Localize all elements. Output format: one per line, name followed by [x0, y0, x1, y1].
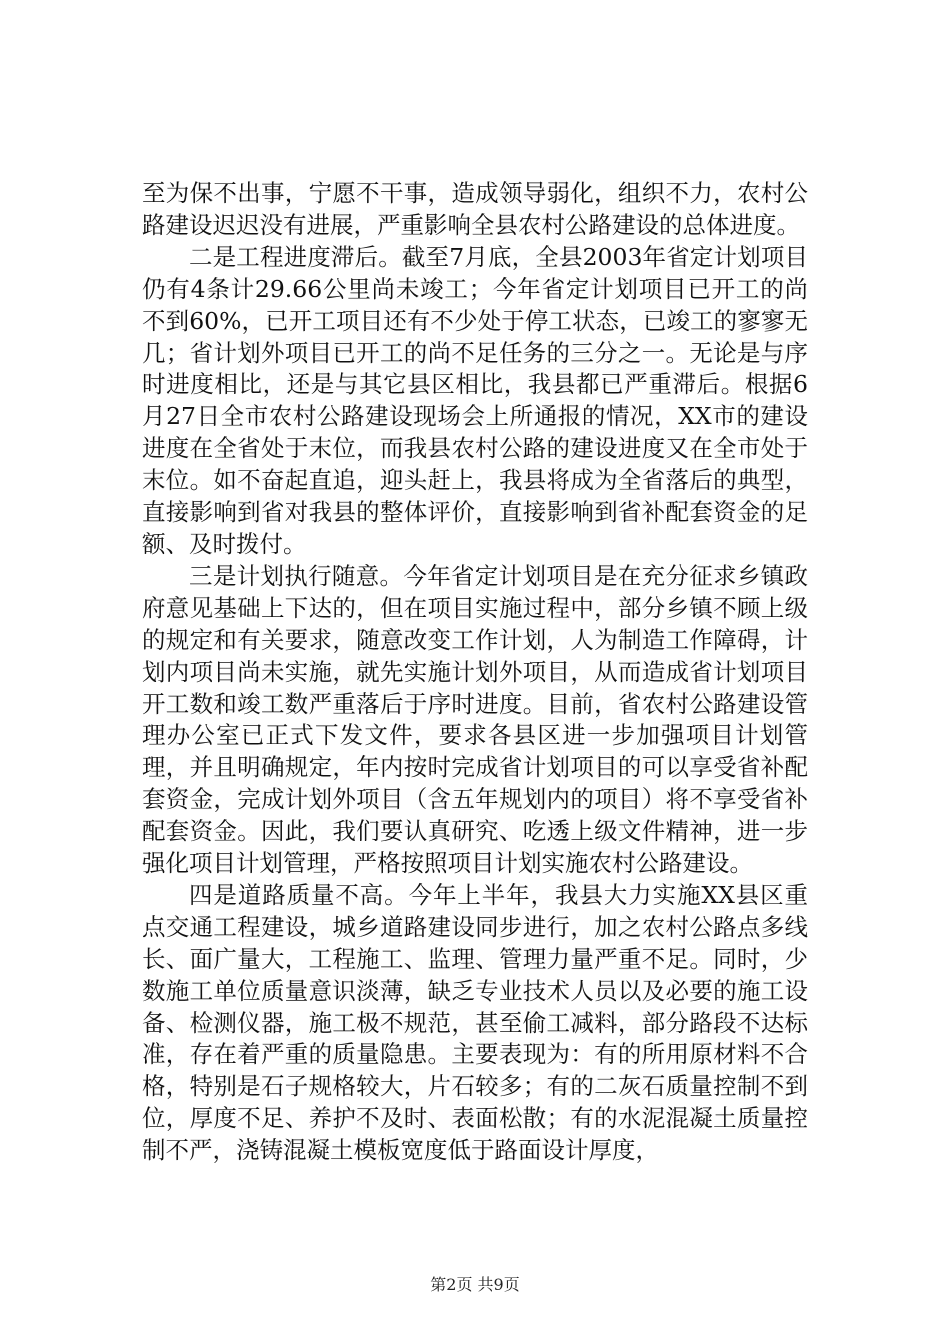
paragraph-continuation: 至为保不出事，宁愿不干事，造成领导弱化，组织不力，农村公路建设迟迟没有进展，严重影响全县农村公路建设的总体进度。: [142, 179, 808, 239]
paragraph-project-progress: 二是工程进度滞后。截至7月底，全县2003年省定计划项目仍有4条计29.66公里尚未竣工；今年省定计划项目已开工的尚不到60%，已开工项目还有不少处于停工状态，已竣工的寥寥无几；省计划外项目已开工的尚不足任务的三分之一。无论是与序时进度相比，还是与其它县区相比，我县都已严重滞后。根据6月27日全市农村公路建设现场会上所通报的情况，XX市的建设进度在全省处于末位，而我县农村公路的建设进度又在全市处于末位。如不奋起直追，迎头赶上，我县将成为全省落后的典型，直接影响到省对我县的整体评价，直接影响到省补配套资金的足额、及时拨付。: [142, 242, 808, 558]
document-body: [142, 178, 808, 1167]
page-footer: 第2页 共9页: [430, 1275, 520, 1294]
paragraph-road-quality: 四是道路质量不高。今年上半年，我县大力实施XX县区重点交通工程建设，城乡道路建设同步进行，加之农村公路点多线长、面广量大，工程施工、监理、管理力量严重不足。同时，少数施工单位质量意识淡薄，缺乏专业技术人员以及必要的施工设备、检测仪器，施工极不规范，甚至偷工减料，部分路段不达标准，存在着严重的质量隐患。主要表现为：有的所用原材料不合格，特别是石子规格较大，片石较多；有的二灰石质量控制不到位，厚度不足、养护不及时、表面松散；有的水泥混凝土质量控制不严，浇铸混凝土模板宽度低于路面设计厚度，: [142, 880, 808, 1165]
paragraph-plan-execution: 三是计划执行随意。今年省定计划项目是在充分征求乡镇政府意见基础上下达的，但在项目实施过程中，部分乡镇不顾上级的规定和有关要求，随意改变工作计划，人为制造工作障碍，计划内项目尚未实施，就先实施计划外项目，从而造成省计划项目开工数和竣工数严重落后于序时进度。目前，省农村公路建设管理办公室已正式下发文件，要求各县区进一步加强项目计划管理，并且明确规定，年内按时完成省计划项目的可以享受省补配套资金，完成计划外项目（含五年规划内的项目）将不享受省补配套资金。因此，我们要认真研究、吃透上级文件精神，进一步强化项目计划管理，严格按照项目计划实施农村公路建设。: [142, 561, 808, 878]
